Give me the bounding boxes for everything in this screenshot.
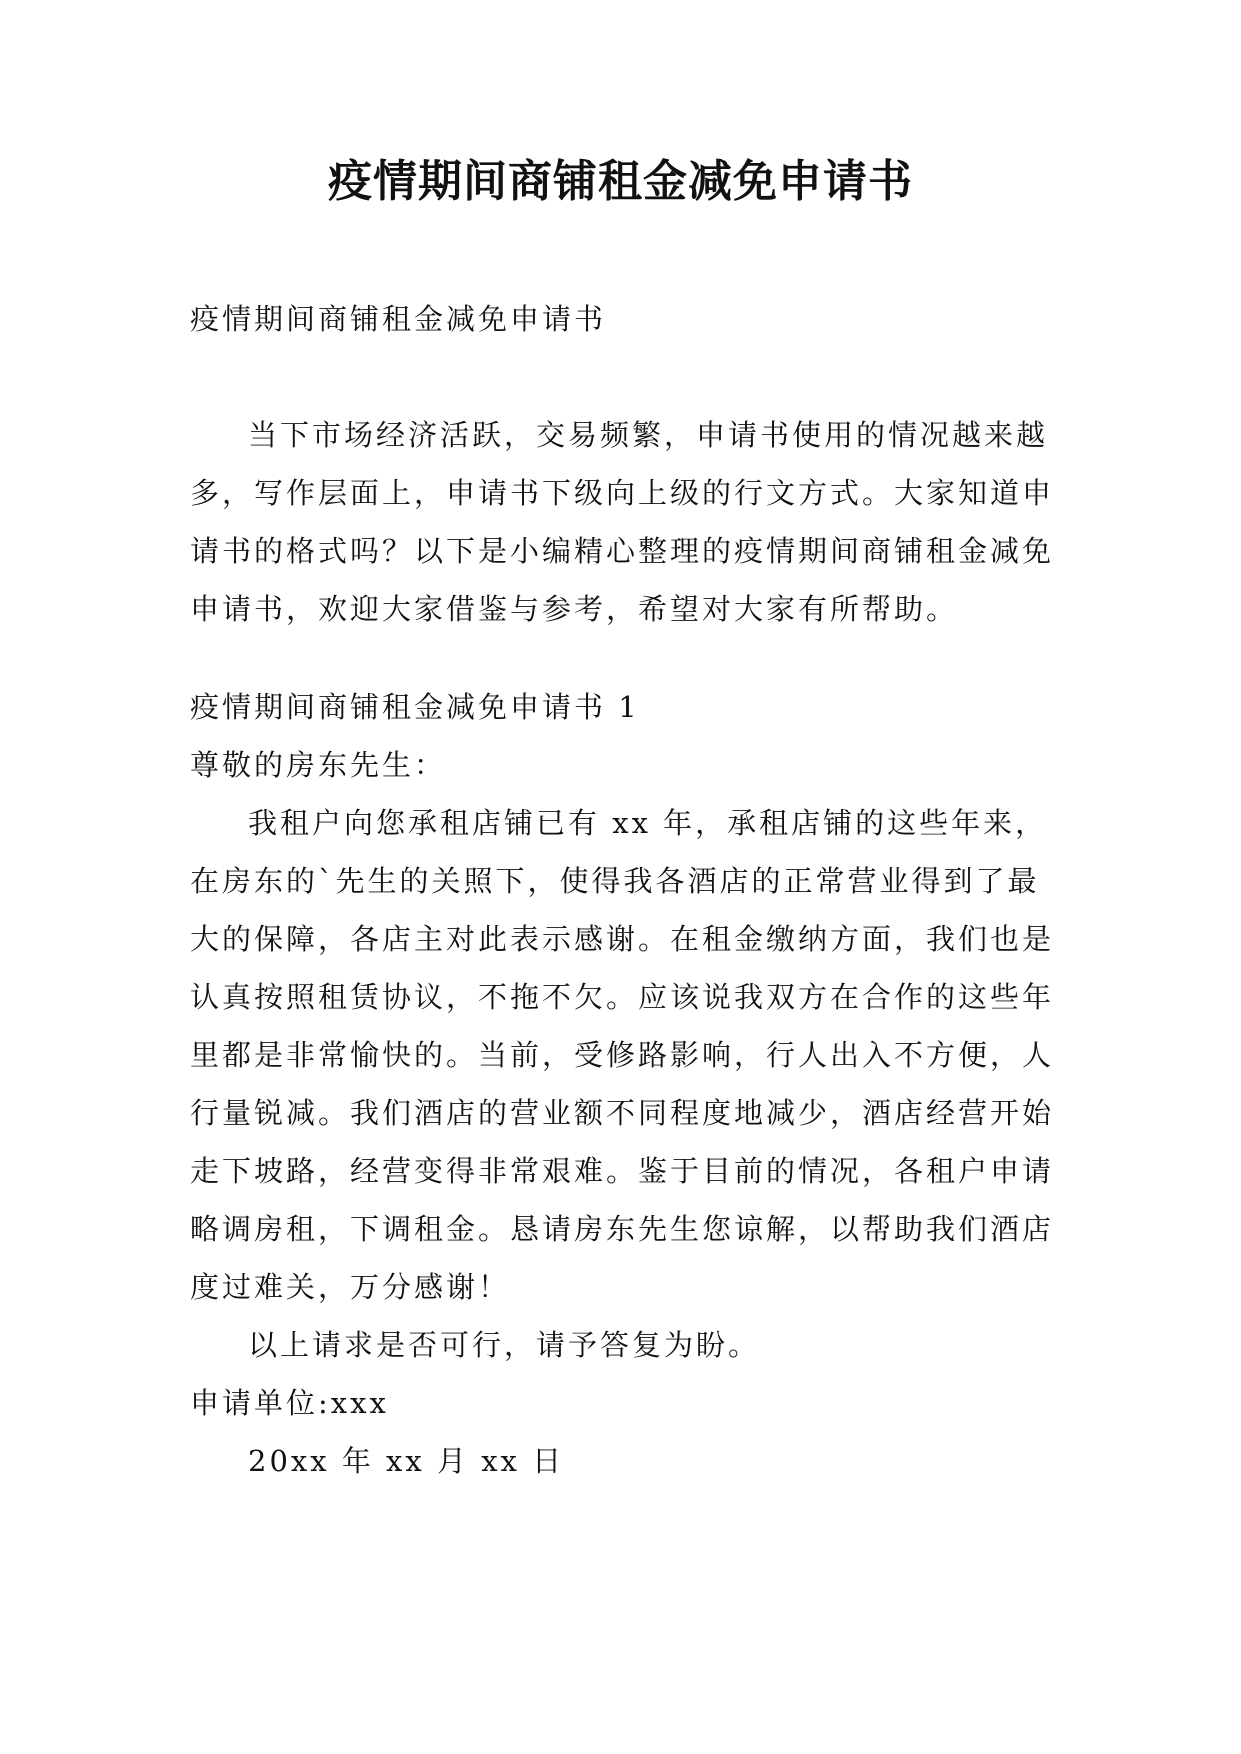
applicant-line: 申请单位:xxx bbox=[190, 1386, 389, 1420]
document-subtitle: 疫情期间商铺租金减免申请书 bbox=[190, 302, 607, 336]
salutation: 尊敬的房东先生： bbox=[190, 748, 447, 782]
closing-line: 以上请求是否可行，请予答复为盼。 bbox=[248, 1328, 761, 1362]
document-body bbox=[190, 290, 1070, 1490]
date-line: 20xx 年 xx 月 xx 日 bbox=[248, 1444, 565, 1478]
section-heading: 疫情期间商铺租金减免申请书 1 bbox=[190, 690, 640, 724]
document-title: 疫情期间商铺租金减免申请书 bbox=[328, 156, 913, 207]
letter-body-paragraph: 我租户向您承租店铺已有 xx 年，承租店铺的这些年来，在房东的`先生的关照下，使得我各酒店的正常营业得到了最大的保障，各店主对此表示感谢。在租金缴纳方面，我们也是认真按照租赁协议，不拖不欠。应该说我双方在合作的这些年里都是非常愉快的。当前，受修路影响，行人出入不方便，人行量锐减。我们酒店的营业额不同程度地减少，酒店经营开始走下坡路，经营变得非常艰难。鉴于目前的情况，各租户申请略调房租，下调租金。恳请房东先生您谅解，以帮助我们酒店度过难关，万分感谢！ bbox=[190, 806, 1055, 1304]
intro-paragraph: 当下市场经济活跃，交易频繁，申请书使用的情况越来越多，写作层面上，申请书下级向上级的行文方式。大家知道申请书的格式吗？以下是小编精心整理的疫情期间商铺租金减免申请书，欢迎大家借鉴与参考，希望对大家有所帮助。 bbox=[190, 418, 1055, 626]
